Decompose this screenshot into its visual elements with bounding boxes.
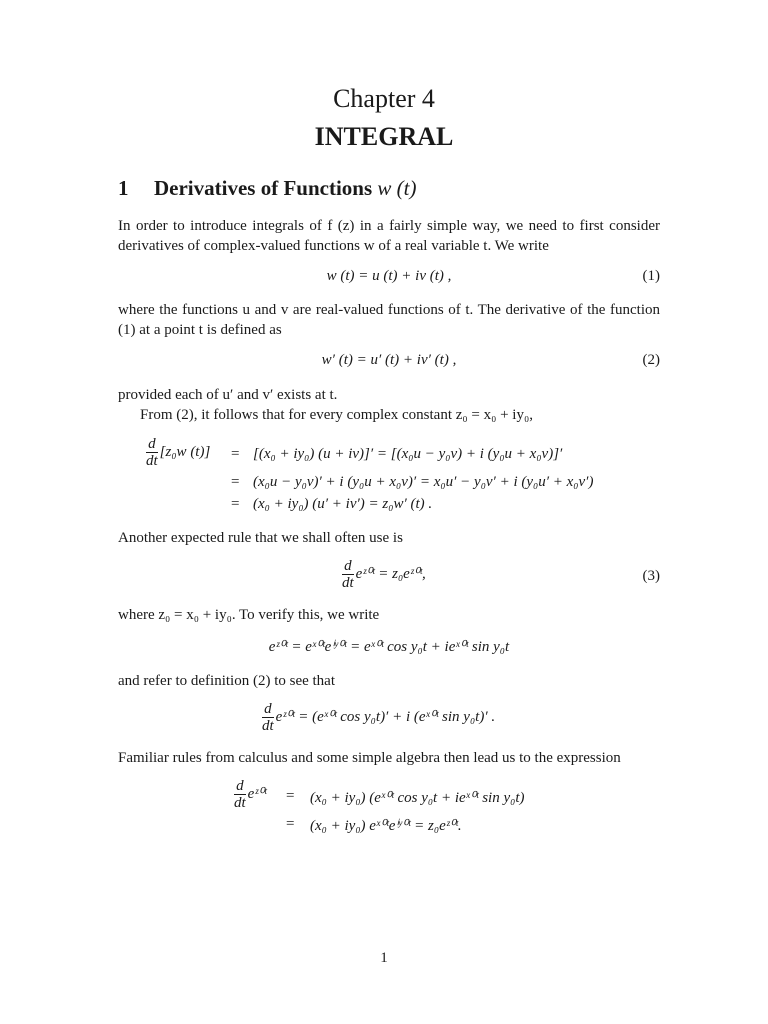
aligned-2-row-2: (x₀ + iy₀) eˣ⁰ᵗeⁱʸ⁰ᵗ = z₀eᶻ⁰ᵗ.: [310, 818, 462, 834]
fraction-d-dt: $\frac{d}{dt}$: [146, 436, 158, 469]
fraction-d-dt: $\frac{d}{dt}$: [234, 778, 246, 811]
equation-2: w′ (t) = u′ (t) + iv′ (t) ,: [321, 352, 457, 368]
paragraph-verify: where z₀ = x₀ + iy₀. To verify this, we write: [118, 607, 380, 623]
paragraph-refer-def: and refer to definition (2) to see that: [118, 673, 336, 689]
paragraph-intro: In order to introduce integrals of f (z) in a fairly simple way, we need to first consider derivatives of complex-valued functions w of a real variable t. We write: [118, 218, 660, 254]
aligned-2-row-1: (x₀ + iy₀) (eˣ⁰ᵗ cos y₀t + ieˣ⁰ᵗ sin y₀t): [310, 790, 525, 806]
aligned-1-row-2: (x₀u − y₀v)′ + i (y₀u + x₀v)′ = x₀u′ − y₀v′ + i (y₀u′ + x₀v′): [253, 474, 594, 490]
paragraph-provided: provided each of u′ and v′ exists at t.: [118, 387, 338, 403]
chapter-title: INTEGRAL: [314, 122, 454, 151]
aligned-2-lhs: $\frac{d}{dt}$ eᶻ⁰ᵗ: [234, 778, 267, 811]
aligned-1-eq-sign-1: =: [231, 446, 240, 462]
fraction-d-dt: $\frac{d}{dt}$: [262, 701, 274, 734]
equation-exponential-split: eᶻ⁰ᵗ = eˣ⁰ᵗeⁱʸ⁰ᵗ = eˣ⁰ᵗ cos y₀t + ieˣ⁰ᵗ sin y₀t: [268, 639, 510, 655]
aligned-1-eq-sign-2: =: [231, 474, 240, 490]
paragraph-familiar-rules: Familiar rules from calculus and some simple algebra then lead us to the expression: [118, 750, 621, 766]
equation-3: $\frac{d}{dt}$ eᶻ⁰ᵗ = z₀eᶻ⁰ᵗ,: [342, 558, 426, 591]
fraction-d-dt: $\frac{d}{dt}$: [342, 558, 354, 591]
aligned-2-eq-sign-2: =: [286, 816, 295, 832]
equation-derivative-expansion: $\frac{d}{dt}$ eᶻ⁰ᵗ = (eˣ⁰ᵗ cos y₀t)′ + i (eˣ⁰ᵗ sin y₀t)′ .: [262, 701, 496, 734]
paragraph-expected-rule: Another expected rule that we shall often use is: [118, 530, 403, 546]
chapter-label: Chapter 4: [333, 84, 435, 113]
section-title-math: w (t): [377, 176, 417, 200]
paragraph-from-2: From (2), it follows that for every complex constant z₀ = x₀ + iy₀,: [140, 407, 533, 423]
aligned-1-lhs: $\frac{d}{dt}$ [z₀w (t)]: [146, 436, 211, 469]
paragraph-derivative-def: where the functions u and v are real-valued functions of t. The derivative of the function (1) at a point t is defined as: [118, 302, 660, 338]
equation-3-number: (3): [642, 568, 660, 584]
page-number: 1: [380, 950, 388, 966]
section-number: 1: [118, 176, 129, 200]
aligned-1-row-1: [(x₀ + iy₀) (u + iv)]′ = [(x₀u − y₀v) + i (y₀u + x₀v)]′: [253, 446, 563, 462]
equation-1-number: (1): [642, 268, 660, 284]
aligned-2-eq-sign-1: =: [286, 788, 295, 804]
equation-2-number: (2): [642, 352, 660, 368]
aligned-1-eq-sign-3: =: [231, 496, 240, 512]
equation-1: w (t) = u (t) + iv (t) ,: [326, 268, 452, 284]
section-title: Derivatives of Functions: [154, 176, 373, 200]
section-heading: [118, 176, 416, 201]
aligned-1-row-3: (x₀ + iy₀) (u′ + iv′) = z₀w′ (t) .: [253, 496, 433, 512]
